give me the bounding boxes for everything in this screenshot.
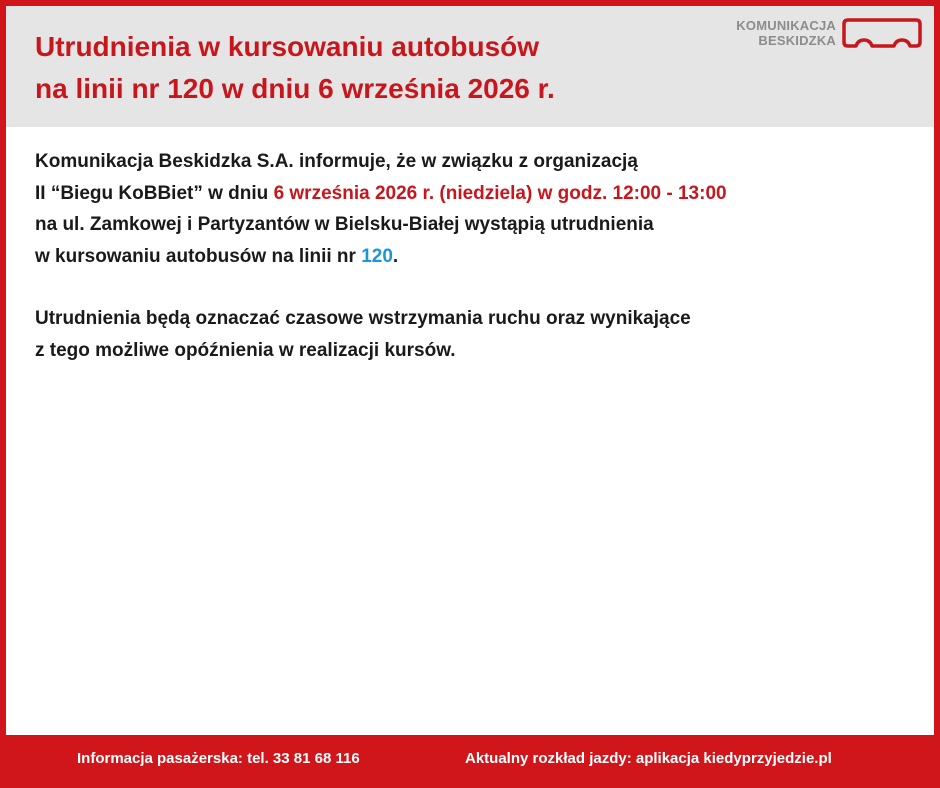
- effects-line-2: z tego możliwe opóźnienia w realizacji kursów.: [35, 339, 456, 361]
- event-name-text: II “Biegu KoBBiet” w dniu: [35, 182, 274, 204]
- title-line-2: na linii nr 120 w dniu 6 września 2026 r.: [35, 73, 555, 104]
- route-text: w kursowaniu autobusów na linii nr: [35, 245, 362, 267]
- logo-line-1: KOMUNIKACJA: [736, 18, 836, 33]
- paragraph-announcement: [35, 146, 925, 272]
- announcement-line-2: [35, 178, 925, 210]
- company-logo: [736, 14, 922, 52]
- announcement-line-1: Komunikacja Beskidzka S.A. informuje, że w związku z organizacją: [35, 151, 638, 172]
- logo-wordmark: [736, 18, 836, 48]
- notice-header: [6, 6, 934, 127]
- schedule-app-info: Aktualny rozkład jazdy: aplikacja kiedyprzyjedzie.pl: [465, 750, 832, 767]
- title-line-1: Utrudnienia w kursowaniu autobusów: [35, 31, 540, 62]
- announcement-line-4: [35, 241, 925, 273]
- effects-line-1: Utrudnienia będą oznaczać czasowe wstrzymania ruchu oraz wynikające: [35, 308, 691, 329]
- notice-body: [35, 146, 925, 366]
- sentence-end: .: [392, 245, 399, 267]
- logo-line-2: BESKIDZKA: [758, 33, 836, 48]
- passenger-info-phone: Informacja pasażerska: tel. 33 81 68 116: [77, 750, 360, 767]
- event-date-time: 6 września 2026 r. (niedziela) w godz. 12:00 - 13:00: [273, 182, 727, 204]
- announcement-line-3: na ul. Zamkowej i Partyzantów w Bielsku-Białej wystąpią utrudnienia: [35, 214, 654, 235]
- bus-outline-icon: [842, 16, 922, 50]
- notice-title: [35, 26, 555, 110]
- paragraph-effects: [35, 303, 925, 366]
- bus-line-number: 120: [361, 245, 393, 267]
- notice-footer: [0, 735, 940, 788]
